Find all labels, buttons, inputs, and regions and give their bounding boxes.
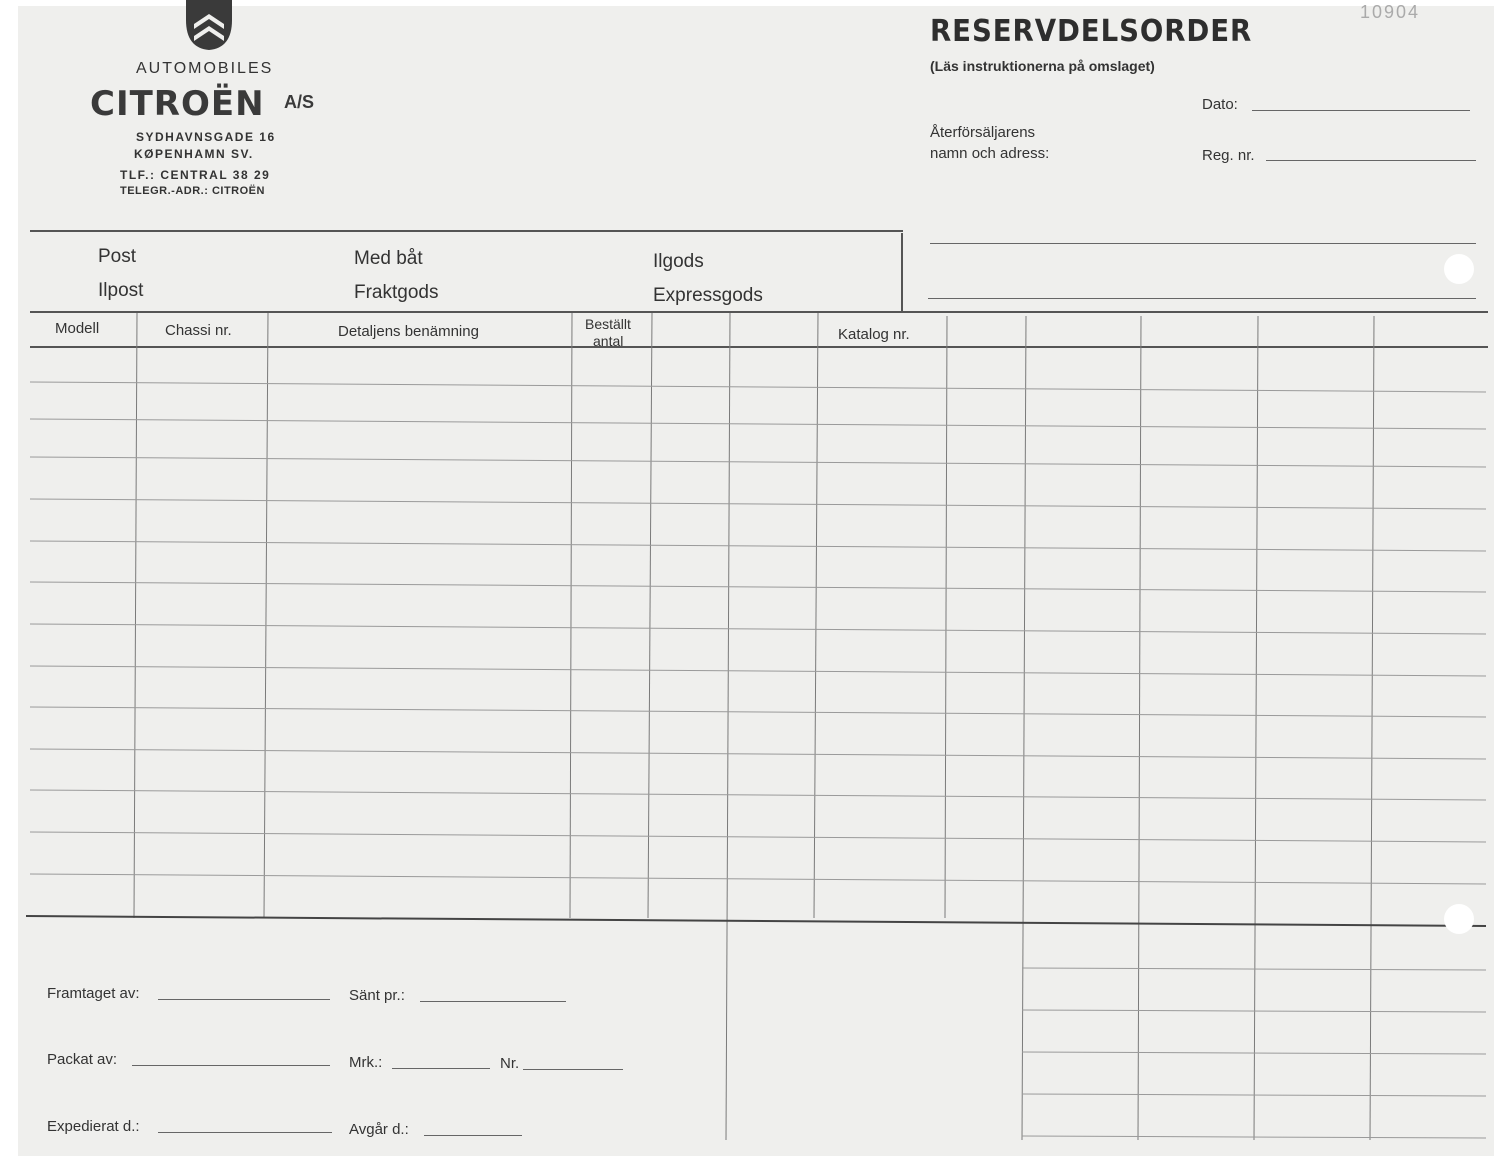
brand-automobiles: AUTOMOBILES (136, 60, 274, 77)
col-modell: Modell (55, 320, 100, 337)
col-bestallt-2: antal (593, 333, 624, 349)
framtaget-field[interactable] (158, 999, 330, 1000)
expedierat-field[interactable] (158, 1132, 332, 1133)
address-city: KØPENHAMN SV. (134, 147, 254, 161)
sant-label: Sänt pr.: (349, 987, 405, 1004)
brand-suffix: A/S (284, 92, 315, 112)
form-subtitle: (Läs instruktionerna på omslaget) (930, 58, 1155, 74)
address-street: SYDHAVNSGADE 16 (136, 130, 276, 144)
ship-ilpost[interactable]: Ilpost (98, 280, 144, 301)
punch-hole-bottom (1444, 904, 1474, 934)
phone: TLF.: CENTRAL 38 29 (120, 168, 271, 182)
ship-ilgods[interactable]: Ilgods (653, 251, 704, 272)
col-bestallt-1: Beställt (585, 316, 631, 332)
expedierat-label: Expedierat d.: (47, 1118, 140, 1135)
packat-field[interactable] (132, 1065, 330, 1066)
date-label: Dato: (1202, 96, 1238, 113)
avgar-label: Avgår d.: (349, 1121, 409, 1138)
nr-label: Nr. (500, 1055, 520, 1072)
col-chassi: Chassi nr. (165, 322, 232, 339)
serial-stamp: 10904 (1360, 2, 1421, 22)
mrk-label: Mrk.: (349, 1054, 383, 1071)
reg-label: Reg. nr. (1202, 147, 1255, 164)
ship-med-bat[interactable]: Med båt (354, 248, 423, 269)
sant-field[interactable] (420, 1001, 566, 1002)
ship-expressgods[interactable]: Expressgods (653, 285, 763, 306)
dealer-label-2: namn och adress: (930, 145, 1050, 162)
col-katalog: Katalog nr. (838, 326, 910, 343)
punch-hole-top (1444, 254, 1474, 284)
dealer-label-1: Återförsäljarens (930, 124, 1036, 141)
form-title: RESERVDELSORDER (930, 14, 1253, 49)
framtaget-label: Framtaget av: (47, 985, 140, 1002)
col-detaljens: Detaljens benämning (338, 323, 479, 340)
telegram-address: TELEGR.-ADR.: CITROËN (120, 185, 265, 197)
brand-citroen: CITROËN (90, 84, 265, 124)
packat-label: Packat av: (47, 1051, 118, 1068)
ship-fraktgods[interactable]: Fraktgods (354, 282, 439, 303)
avgar-field[interactable] (424, 1135, 522, 1136)
ship-post[interactable]: Post (98, 246, 137, 267)
nr-field[interactable] (523, 1069, 623, 1070)
mrk-field[interactable] (392, 1068, 490, 1069)
